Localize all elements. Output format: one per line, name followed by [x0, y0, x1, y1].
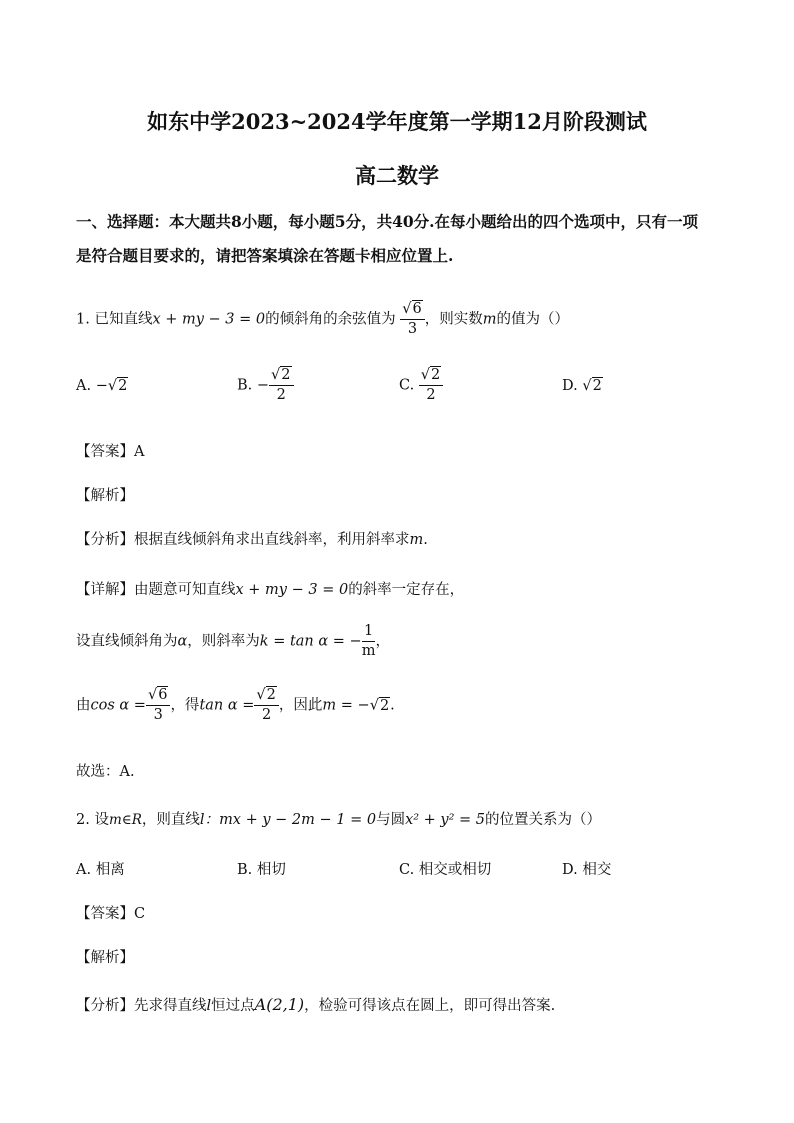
answer-1: 【答案】A [76, 444, 145, 460]
option-d: D. √2 [562, 378, 602, 394]
detail-1-line2 [76, 622, 390, 661]
tan-fraction: $\frac{√2}{2}$ [254, 686, 278, 725]
question-2-text: 的位置关系为（） [485, 812, 602, 828]
fraction-denominator: 3 [153, 707, 163, 723]
question-1-stem [76, 300, 569, 339]
detail-1-line1 [76, 578, 464, 599]
detail-text: . [390, 697, 395, 714]
option-d-value: 2 [592, 378, 602, 394]
variable-m: m [482, 311, 497, 328]
summary-end: . [423, 532, 428, 548]
section-intro-line1: 一、选择题：本大题共8小题，每小题5分，共40分.在每小题给出的四个选项中，只有一项 [76, 212, 699, 231]
subject-title: 高二数学 [355, 163, 439, 188]
option-c: C. $\frac{√2}{2}$ [399, 366, 443, 405]
cosine-fraction: $\frac{√6}{3}$ [400, 300, 424, 339]
fraction-denominator: 2 [262, 707, 272, 723]
cos-expression: cos α = [90, 697, 146, 714]
conclusion-1: 故选：A. [76, 764, 135, 780]
section-intro-line2: 是符合题目要求的，请把答案填涂在答题卡相应位置上. [76, 246, 454, 265]
detail-text: 【详解】由题意可知直线 [76, 582, 236, 598]
fraction-denominator: m [361, 643, 376, 659]
m-radicand: 2 [379, 697, 390, 714]
m-expression: m = − [322, 697, 370, 714]
fraction-numerator: 6 [158, 687, 168, 703]
line-name: l： [199, 812, 220, 828]
summary-text: 【分析】先求得直线 [76, 998, 207, 1014]
summary-text: 恒过点 [211, 998, 255, 1014]
q2-option-b: B. 相切 [237, 862, 286, 878]
option-a-value: 2 [118, 378, 128, 394]
slope-fraction [362, 622, 376, 661]
question-1-text: 的值为（） [496, 311, 569, 328]
line-equation: mx + y − 2m − 1 = 0 [219, 812, 377, 828]
exam-title: 如东中学2023~2024学年度第一学期12月阶段测试 [147, 109, 647, 134]
analysis-2-summary [76, 994, 555, 1015]
alpha-symbol: α [177, 633, 188, 650]
option-label: B. [237, 377, 253, 394]
option-label: C. [399, 377, 415, 394]
option-label: A. [76, 378, 92, 394]
line-equation: x + my − 3 = 0 [152, 311, 266, 328]
option-b-numerator: 2 [281, 367, 291, 383]
question-1-number: 1. [76, 311, 95, 328]
option-label: D. [562, 378, 578, 394]
cos-fraction: $\frac{√6}{3}$ [146, 686, 170, 725]
fraction-denominator: 3 [407, 321, 418, 337]
analysis-1-heading: 【解析】 [76, 488, 134, 504]
option-a: A. −√2 [76, 378, 128, 394]
fixed-point: A(2,1) [254, 995, 305, 1014]
analysis-1-summary [76, 528, 428, 549]
detail-text: ，则斜率为 [187, 633, 260, 650]
question-1-text: 的倾斜角的余弦值为 [265, 311, 396, 328]
condition-m-real: m∈R [108, 812, 142, 828]
question-2-number: 2. [76, 812, 95, 828]
option-c-numerator: 2 [431, 367, 441, 383]
question-1-text: 已知直线 [94, 311, 153, 328]
detail-text: 由 [76, 697, 91, 714]
fraction-numerator: 1 [362, 622, 376, 642]
detail-text: 的斜率一定存在， [348, 582, 465, 598]
detail-text: ， [375, 633, 390, 650]
tan-expression: tan α = [199, 697, 255, 714]
circle-equation: x² + y² = 5 [405, 812, 486, 828]
q2-option-a: A. 相离 [76, 862, 125, 878]
slope-equation: k = tan α = − [259, 633, 362, 650]
question-2-text: 设 [94, 812, 109, 828]
detail-1-line3: 由cos α = $\frac{√6}{3}$ ，得tan α = $\frac{√2}{2}$ ，因此m = −√2. [76, 687, 395, 723]
detail-text: 设直线倾斜角为 [76, 633, 178, 650]
fraction-numerator: 6 [412, 301, 422, 317]
variable-m: m [409, 532, 424, 548]
question-1-text: ，则实数 [424, 311, 483, 328]
detail-text: ，因此 [278, 697, 323, 714]
option-b-denominator: 2 [276, 387, 286, 403]
question-2-text: ，则直线 [141, 812, 200, 828]
question-2-stem [76, 808, 601, 829]
option-c-denominator: 2 [426, 387, 436, 403]
summary-text: 【分析】根据直线倾斜角求出直线斜率，利用斜率求 [76, 532, 410, 548]
line-equation: x + my − 3 = 0 [235, 582, 349, 598]
summary-text: ，检验可得该点在圆上，即可得出答案. [304, 998, 556, 1014]
q2-option-d: D. 相交 [562, 862, 612, 878]
detail-text: ，得 [170, 697, 200, 714]
option-b: B. − $\frac{√2}{2}$ [237, 366, 294, 405]
answer-2: 【答案】C [76, 906, 146, 922]
line-name: l [206, 998, 212, 1014]
q2-option-c: C. 相交或相切 [399, 862, 492, 878]
question-2-text: 与圆 [376, 812, 406, 828]
analysis-2-heading: 【解析】 [76, 950, 134, 966]
fraction-numerator: 2 [266, 687, 276, 703]
